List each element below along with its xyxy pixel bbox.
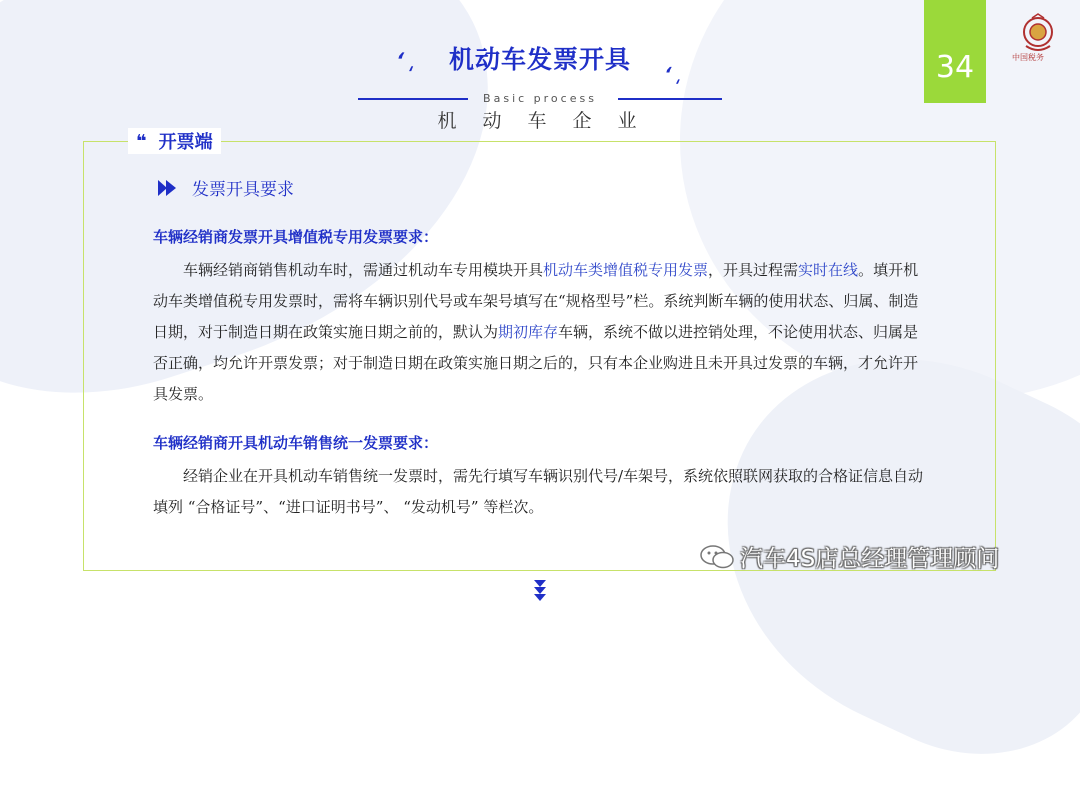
paragraph-text: 车辆经销商销售机动车时，需通过机动车专用模块开具 [153,261,544,279]
title-decoration-left-icon: ʻ ͵ [392,48,420,72]
page-number: 34 [935,50,975,85]
panel-title: 开票端 [158,132,213,153]
scroll-down-icon [534,580,546,602]
subtitle-english: Basic process [483,92,597,105]
section-paragraph [153,461,928,523]
wechat-icon [700,543,734,571]
play-arrow-icon [158,180,178,196]
watermark-text: 汽车4S店总经理管理顾问 [740,546,1000,572]
divider-line [618,98,722,100]
highlight-text: 实时在线 [798,261,859,279]
paragraph-text: 。填开机动车类增值税专用发票时，需将车辆识别代号或车架号填写在“规格型号”栏。系统判断车辆的使用状态、归属、制造日期，对于制造日期在政策实施日期之前的，默认为 [153,261,919,341]
quote-icon: ❝ [136,130,147,152]
paragraph-text: ，开具过程需 [708,261,799,279]
section-paragraph [153,255,928,410]
panel-label [128,128,221,154]
watermark [700,540,999,573]
title-decoration-right-icon: ʻ ͵ [661,64,686,85]
paragraph-text: 车辆，系统不做以进控销处理，不论使用状态、归属是否正确，均允许开票发票；对于制造日期在政策实施日期之后的，只有本企业购进且未开具过发票的车辆，才允许开具发票。 [153,323,919,403]
page-number-badge [924,0,986,103]
subtitle-chinese: 机动车企业 [437,110,663,132]
paragraph-text: 经销企业在开具机动车销售统一发票时，需先行填写车辆识别代号/车架号，系统依照联网获取的合格证信息自动填列 “合格证号”、“进口证明书号”、 “发动机号” 等栏次。 [153,467,924,516]
section-heading: 车辆经销商发票开具增值税专用发票要求： [153,228,439,246]
page-title: 机动车发票开具 [448,45,631,74]
highlight-text: 机动车类增值税专用发票 [543,261,709,279]
logo-text: 中国税务 [1012,53,1044,62]
section-heading: 车辆经销商开具机动车销售统一发票要求： [153,434,439,452]
highlight-text: 期初库存 [498,323,559,341]
requirement-header [158,175,294,200]
requirement-title: 发票开具要求 [192,180,294,200]
